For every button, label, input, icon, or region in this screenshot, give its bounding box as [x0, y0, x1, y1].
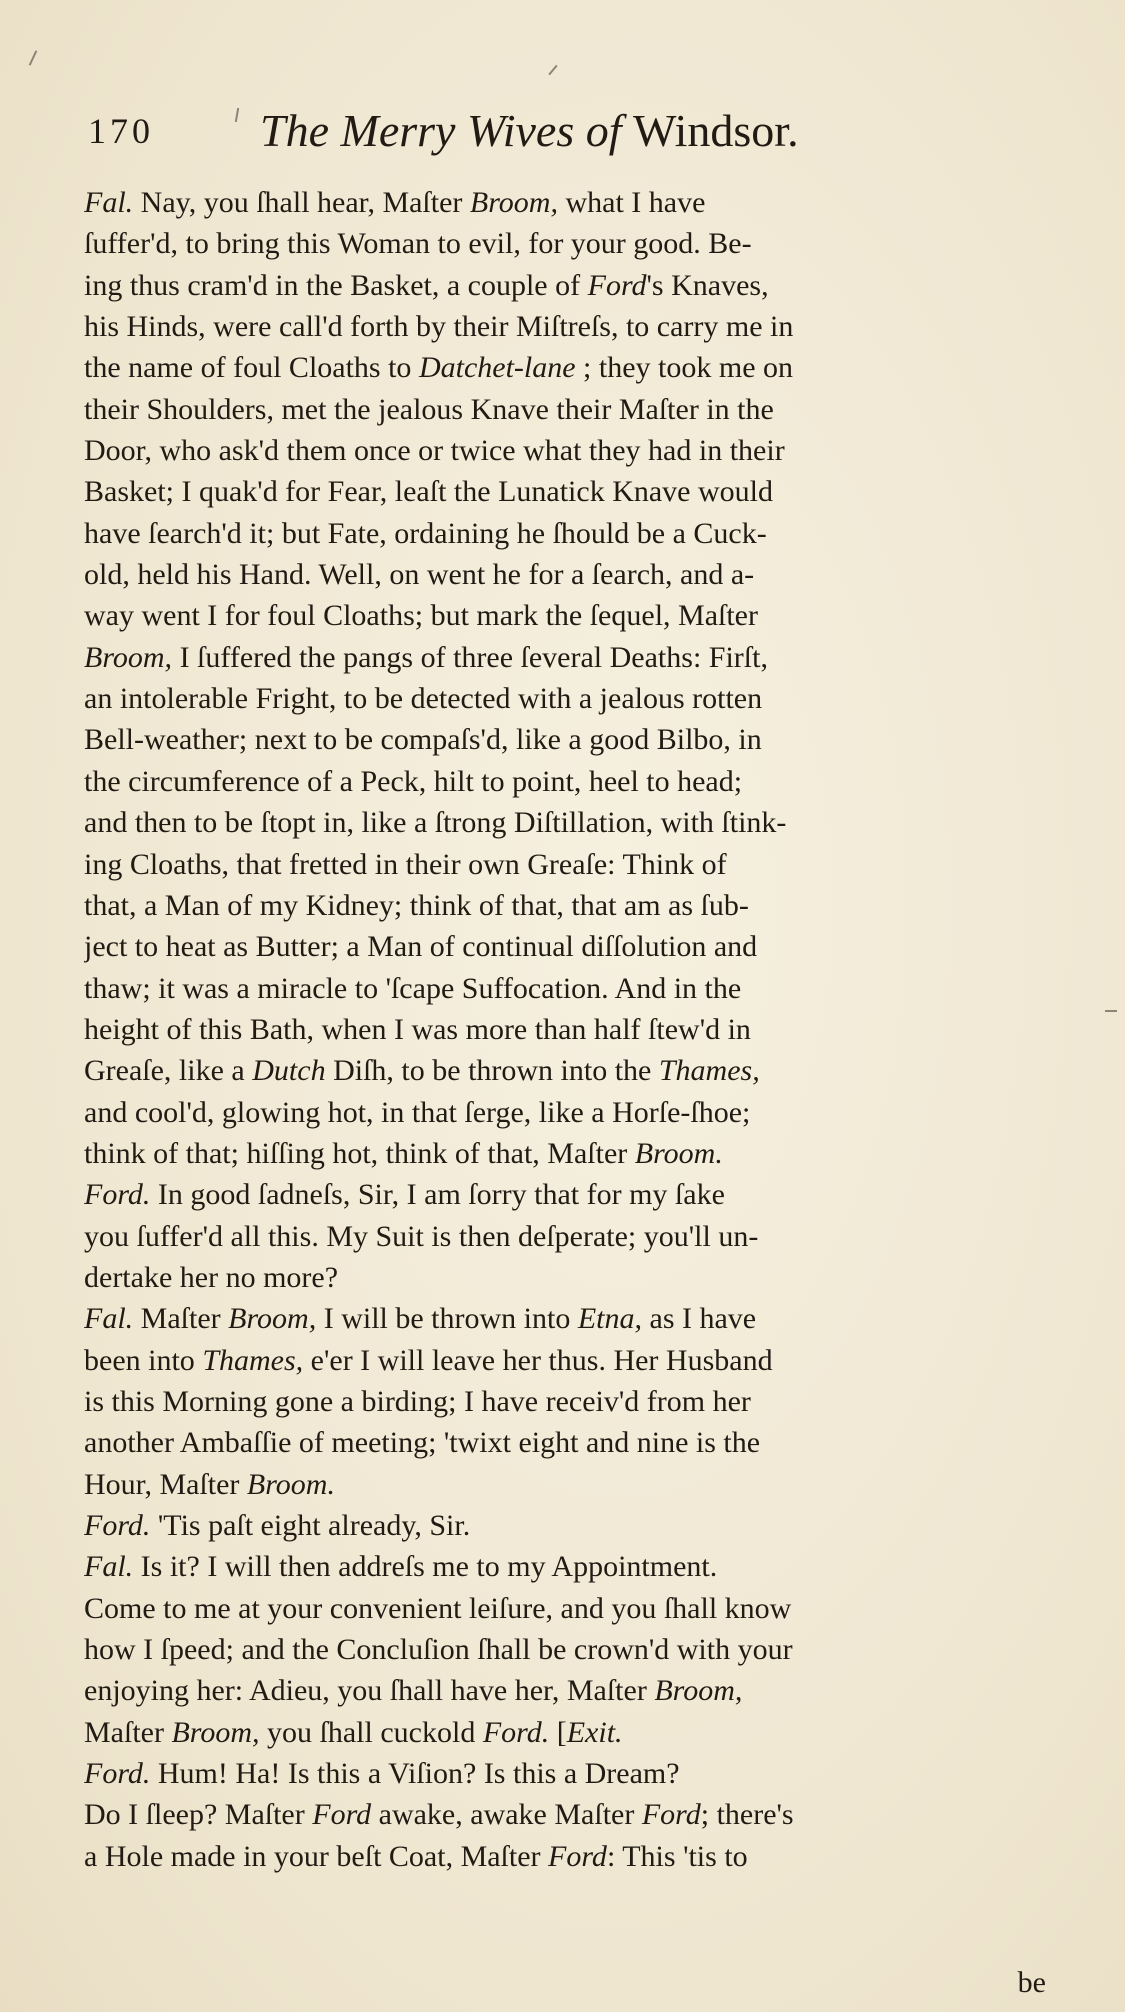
running-title-place: Windsor.: [633, 105, 799, 156]
text-line: [84, 802, 1046, 843]
italic-text: Fal.: [84, 1302, 134, 1336]
italic-text: Thames,: [202, 1343, 304, 1377]
text-line: [84, 1464, 1046, 1505]
text-run: Basket; I quak'd for Fear, leaſt the Lunatick Knave would: [84, 475, 773, 509]
text-run: 's Knaves,: [646, 268, 769, 302]
text-run: In good ſadneſs, Sir, I am ſorry that for my ſake: [150, 1178, 725, 1212]
text-line: [84, 1836, 1046, 1877]
italic-text: Etna,: [577, 1302, 643, 1336]
body-text: [84, 182, 1046, 1877]
text-run: awake, awake Maſter: [371, 1798, 642, 1832]
text-run: and cool'd, glowing hot, in that ſerge, like a Horſe-ſhoe;: [84, 1095, 751, 1129]
italic-text: Ford: [548, 1839, 607, 1873]
text-run: ject to heat as Butter; a Man of continual diſſolution and: [84, 930, 758, 964]
text-run: Is it? I will then addreſs me to my Appointment.: [133, 1550, 718, 1584]
text-run: Diſh, to be thrown into the: [325, 1054, 659, 1088]
text-run: ing Cloaths, that fretted in their own Greaſe: Think of: [84, 847, 727, 881]
text-run: their Shoulders, met the jealous Knave their Maſter in the: [84, 392, 774, 426]
text-run: you ſhall cuckold: [259, 1715, 483, 1749]
text-line: [84, 1340, 1046, 1381]
italic-text: Broom,: [171, 1715, 260, 1749]
running-title-of: of: [574, 105, 634, 156]
text-run: the circumference of a Peck, hilt to point, heel to head;: [84, 764, 743, 798]
text-run: ; there's: [700, 1798, 794, 1832]
italic-text: Fal.: [84, 186, 134, 219]
text-line: [84, 554, 1046, 595]
italic-text: Fal.: [84, 1550, 134, 1584]
text-run: the name of foul Cloaths to: [84, 351, 419, 385]
italic-text: Broom,: [228, 1302, 317, 1336]
text-line: [84, 1753, 1046, 1794]
text-run: I will be thrown into: [316, 1302, 578, 1336]
text-line: [84, 1712, 1046, 1753]
text-run: enjoying her: Adieu, you ſhall have her, Maſter: [84, 1674, 655, 1708]
italic-text: Broom,: [84, 640, 173, 674]
text-run: is this Morning gone a birding; I have receiv'd from her: [84, 1384, 751, 1418]
italic-text: Datchet-lane: [418, 351, 576, 385]
text-line: [84, 1050, 1046, 1091]
text-line: [84, 1381, 1046, 1422]
running-title: [260, 104, 799, 157]
italic-text: Exit.: [566, 1715, 623, 1749]
italic-text: Ford: [641, 1798, 701, 1832]
text-run: thaw; it was a miracle to 'ſcape Suffocation. And in the: [84, 971, 742, 1005]
text-line: [84, 926, 1046, 967]
text-run: a Hole made in your beſt Coat, Maſter: [84, 1839, 549, 1873]
text-line: [84, 844, 1046, 885]
text-run: Greaſe, like a: [84, 1054, 253, 1088]
text-run: ; they took me on: [575, 351, 794, 385]
text-run: e'er I will leave her thus. Her Husband: [303, 1343, 773, 1377]
italic-text: Thames,: [658, 1054, 760, 1088]
text-run: Bell-weather; next to be compaſs'd, like a good Bilbo, in: [84, 723, 762, 757]
text-run: ing thus cram'd in the Basket, a couple of: [84, 268, 588, 302]
italic-text: Ford.: [84, 1509, 151, 1542]
text-run: another Ambaſſie of meeting; 'twixt eight and nine is the: [84, 1426, 761, 1460]
text-run: how I ſpeed; and the Concluſion ſhall be crown'd with your: [84, 1633, 793, 1667]
italic-text: Dutch: [252, 1054, 326, 1088]
text-run: an intolerable Fright, to be detected with a jealous rotten: [84, 682, 763, 716]
text-run: what I have: [557, 186, 706, 219]
stray-mark: [1105, 1010, 1117, 1012]
text-run: [: [549, 1715, 567, 1749]
text-run: : This 'tis to: [606, 1839, 748, 1873]
text-run: and then to be ſtopt in, like a ſtrong Diſtillation, with ſtink-: [84, 806, 787, 840]
text-line: [84, 1298, 1046, 1339]
text-line: [84, 1009, 1046, 1050]
italic-text: Ford.: [84, 1757, 151, 1791]
text-run: dertake her no more?: [84, 1260, 339, 1294]
catchword: be: [1017, 1966, 1046, 1999]
text-run: his Hinds, were call'd forth by their Miſtreſs, to carry me in: [84, 310, 794, 344]
running-title-italic: The Merry Wives: [260, 105, 575, 156]
text-line: [84, 1174, 1046, 1215]
text-run: old, held his Hand. Well, on went he for a ſearch, and a-: [84, 558, 755, 592]
italic-text: Ford.: [482, 1715, 550, 1749]
page-number: 170: [88, 111, 154, 151]
text-line: [84, 389, 1046, 430]
text-line: [84, 761, 1046, 802]
text-line: [84, 1670, 1046, 1711]
text-run: you ſuffer'd all this. My Suit is then deſperate; you'll un-: [84, 1219, 759, 1253]
text-line: [84, 513, 1046, 554]
italic-text: Broom,: [469, 186, 558, 219]
text-line: [84, 182, 1046, 223]
text-line: [84, 1505, 1046, 1546]
text-run: Hour, Maſter: [84, 1467, 247, 1501]
text-line: [84, 885, 1046, 926]
text-run: Door, who ask'd them once or twice what they had in their: [84, 434, 785, 468]
italic-text: Ford.: [84, 1178, 151, 1212]
text-line: [84, 1629, 1046, 1670]
italic-text: Ford: [312, 1798, 372, 1832]
text-run: Come to me at your convenient leiſure, and you ſhall know: [84, 1591, 792, 1625]
text-line: [84, 1422, 1046, 1463]
stray-mark: [29, 50, 38, 65]
text-line: [84, 1133, 1046, 1174]
text-line: [84, 1794, 1046, 1835]
stray-mark: [548, 65, 557, 75]
text-run: think of that; hiſſing hot, think of that, Maſter: [84, 1136, 635, 1170]
text-line: [84, 1588, 1046, 1629]
text-run: been into: [84, 1343, 203, 1377]
text-line: [84, 595, 1046, 636]
text-run: height of this Bath, when I was more than half ſtew'd in: [84, 1012, 751, 1046]
text-line: [84, 719, 1046, 760]
text-run: have ſearch'd it; but Fate, ordaining he ſhould be a Cuck-: [84, 516, 767, 550]
text-run: Maſter: [133, 1302, 229, 1336]
text-run: Do I ſleep? Maſter: [84, 1798, 313, 1832]
text-run: way went I for foul Cloaths; but mark the ſequel, Maſter: [84, 599, 758, 633]
text-run: that, a Man of my Kidney; think of that, that am as ſub-: [84, 888, 749, 922]
text-line: [84, 265, 1046, 306]
italic-text: Broom.: [634, 1136, 723, 1170]
text-line: [84, 1092, 1046, 1133]
text-line: [84, 471, 1046, 512]
running-header: [88, 104, 1048, 164]
text-run: Nay, you ſhall hear, Maſter: [133, 186, 470, 219]
italic-text: Broom,: [654, 1674, 743, 1708]
text-run: Hum! Ha! Is this a Viſion? Is this a Dream?: [150, 1757, 680, 1791]
text-line: [84, 1257, 1046, 1298]
text-run: Maſter: [84, 1715, 172, 1749]
text-line: [84, 430, 1046, 471]
text-run: I ſuffered the pangs of three ſeveral Deaths: Firſt,: [172, 640, 768, 674]
text-line: [84, 968, 1046, 1009]
italic-text: Broom.: [246, 1467, 335, 1501]
text-line: [84, 1546, 1046, 1587]
text-run: as I have: [642, 1302, 757, 1336]
text-line: [84, 347, 1046, 388]
italic-text: Ford: [587, 268, 647, 302]
text-run: 'Tis paſt eight already, Sir.: [150, 1509, 471, 1542]
text-line: [84, 678, 1046, 719]
text-run: ſuffer'd, to bring this Woman to evil, for your good. Be-: [84, 227, 752, 261]
text-line: [84, 306, 1046, 347]
text-line: [84, 223, 1046, 264]
text-line: [84, 1216, 1046, 1257]
text-line: [84, 637, 1046, 678]
